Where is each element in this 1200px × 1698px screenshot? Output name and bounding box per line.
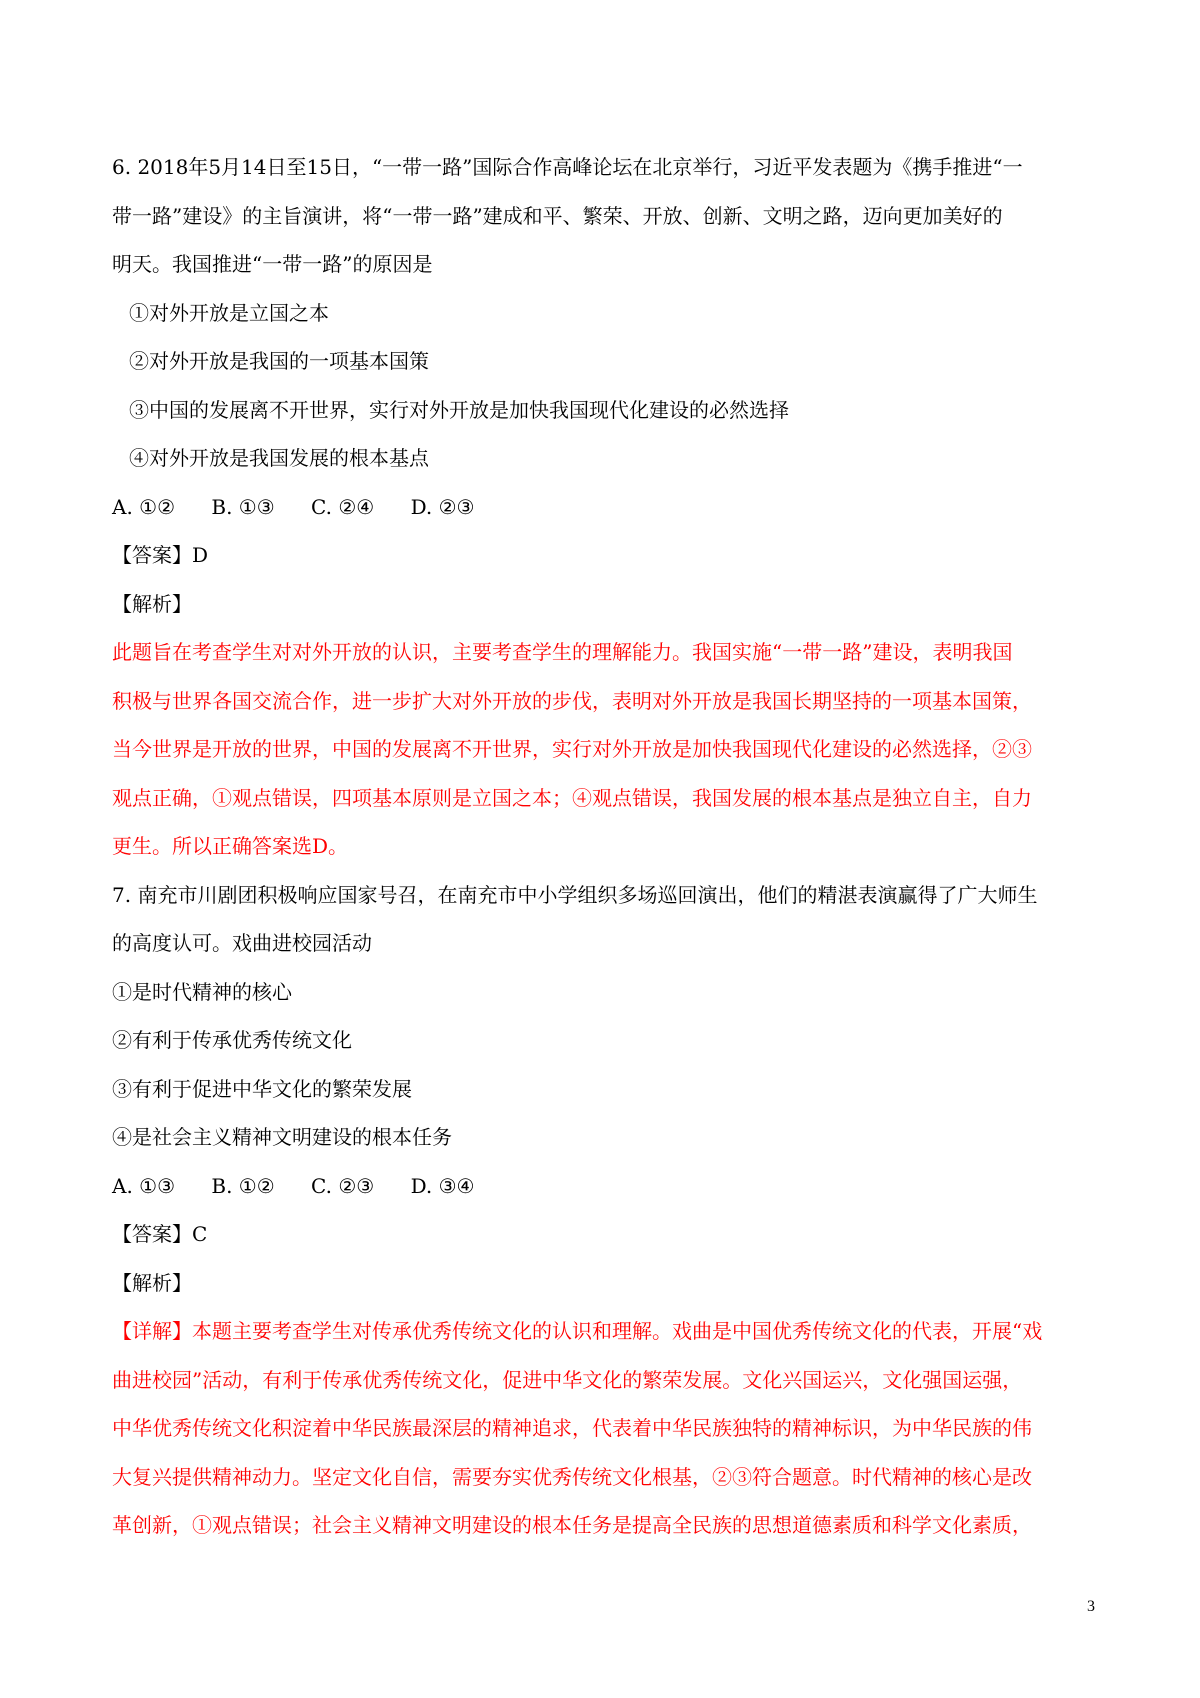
answer-value: D (192, 543, 209, 567)
question-7-options (112, 1171, 1102, 1220)
question-6-answer (112, 540, 1102, 589)
question-7-stem-line: 的高度认可。戏曲进校园活动 (112, 931, 372, 955)
page-content (112, 152, 1102, 1559)
question-6-analysis-label: 【解析】 (112, 591, 192, 616)
question-7-answer (112, 1219, 1102, 1268)
question-7-analysis-label: 【解析】 (112, 1270, 192, 1295)
analysis-line: 【详解】本题主要考查学生对传承优秀传统文化的认识和理解。戏曲是中国优秀传统文化的代表，开展“戏 (112, 1319, 1043, 1343)
question-6-option-c: C. ②④ (311, 494, 375, 519)
question-6-stem-line: 明天。我国推进“一带一路”的原因是 (112, 252, 433, 276)
question-7-statement: ②有利于传承优秀传统文化 (112, 1028, 352, 1052)
question-7 (112, 880, 1102, 1559)
question-6-statement: ②对外开放是我国的一项基本国策 (129, 349, 429, 373)
question-6-option-b: B. ①③ (211, 494, 275, 519)
question-6-option-d: D. ②③ (410, 494, 475, 519)
analysis-line: 当今世界是开放的世界，中国的发展离不开世界，实行对外开放是加快我国现代化建设的必然选择，②③ (112, 737, 1032, 761)
answer-label: 【答案】 (112, 1222, 192, 1246)
analysis-line: 更生。所以正确答案选D。 (112, 834, 349, 858)
question-7-statement: ④是社会主义精神文明建设的根本任务 (112, 1125, 452, 1149)
question-7-option-a: A. ①③ (112, 1173, 176, 1198)
analysis-line: 曲进校园”活动，有利于传承优秀传统文化，促进中华文化的繁荣发展。文化兴国运兴，文化强国运强， (112, 1367, 1023, 1392)
answer-label: 【答案】 (112, 543, 192, 567)
analysis-line: 积极与世界各国交流合作，进一步扩大对外开放的步伐，表明对外开放是我国长期坚持的一项基本国策， (112, 688, 1032, 713)
page-number: 3 (1087, 1598, 1095, 1615)
analysis-line: 大复兴提供精神动力。坚定文化自信，需要夯实优秀传统文化根基，②③符合题意。时代精神的核心是改 (112, 1464, 1032, 1489)
analysis-line: 中华优秀传统文化积淀着中华民族最深层的精神追求，代表着中华民族独特的精神标识，为中华民族的伟 (112, 1416, 1032, 1440)
question-7-option-c: C. ②③ (311, 1173, 375, 1198)
question-6-statement: ③中国的发展离不开世界，实行对外开放是加快我国现代化建设的必然选择 (129, 397, 789, 422)
analysis-line: 革创新，①观点错误；社会主义精神文明建设的根本任务是提高全民族的思想道德素质和科学文化素质， (112, 1513, 1032, 1537)
question-7-analysis (112, 1316, 1102, 1559)
question-6-stem-line: 6. 2018年5月14日至15日，“一带一路”国际合作高峰论坛在北京举行，习近平发表题为《携手推进“一 (112, 155, 1023, 179)
question-7-statement: ③有利于促进中华文化的繁荣发展 (112, 1076, 412, 1101)
question-6-statement: ④对外开放是我国发展的根本基点 (129, 446, 429, 470)
analysis-line: 此题旨在考查学生对对外开放的认识，主要考查学生的理解能力。我国实施“一带一路”建设，表明我国 (112, 640, 1013, 664)
question-7-option-d: D. ③④ (410, 1173, 475, 1198)
question-7-stem-line: 7. 南充市川剧团积极响应国家号召，在南充市中小学组织多场巡回演出，他们的精湛表演赢得了广大师生 (112, 882, 1038, 907)
question-6-stem-line: 带一路”建设》的主旨演讲，将“一带一路”建成和平、繁荣、开放、创新、文明之路，迈向更加美好的 (112, 203, 1003, 228)
question-6-statement: ①对外开放是立国之本 (129, 300, 329, 325)
question-6-options (112, 492, 1102, 541)
question-7-option-b: B. ①② (211, 1173, 275, 1198)
answer-value: C (192, 1222, 208, 1246)
question-6-option-a: A. ①② (112, 494, 176, 519)
analysis-line: 观点正确，①观点错误，四项基本原则是立国之本；④观点错误，我国发展的根本基点是独立自主，自力 (112, 785, 1032, 810)
question-6 (112, 152, 1102, 880)
question-7-statement: ①是时代精神的核心 (112, 979, 292, 1004)
question-6-analysis (112, 637, 1102, 880)
